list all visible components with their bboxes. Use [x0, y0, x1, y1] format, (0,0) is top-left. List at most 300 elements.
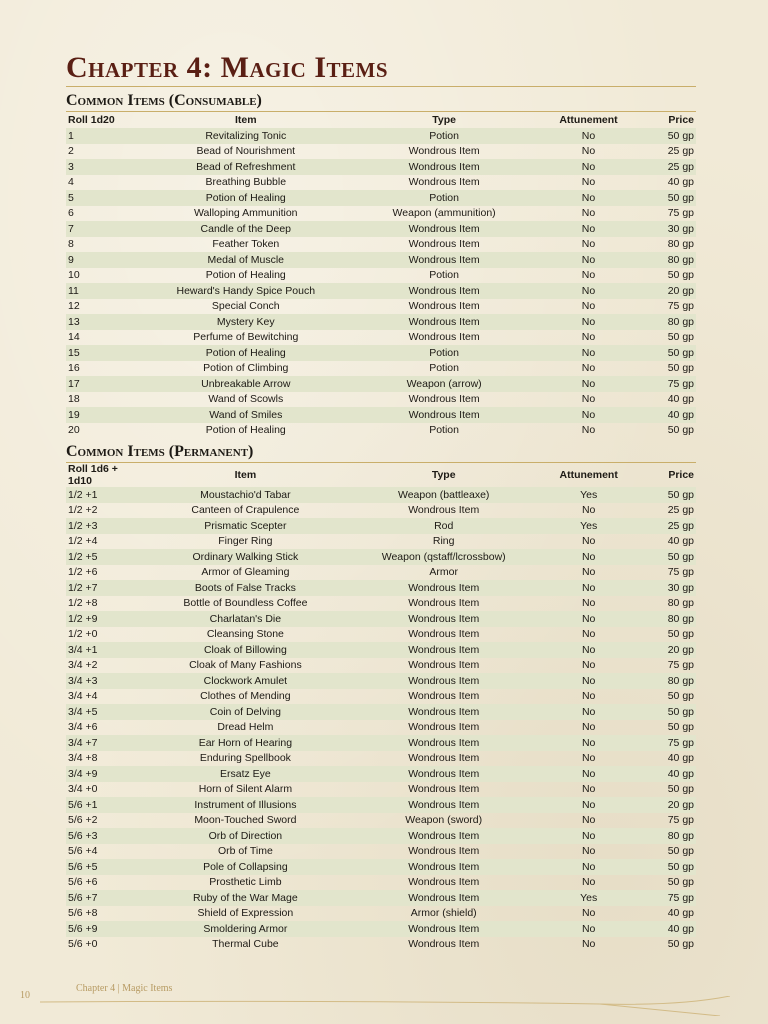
roll-cell: 12 [68, 300, 80, 313]
price-cell: 75 gp [667, 566, 694, 579]
col-item: Item [234, 114, 257, 126]
roll-cell: 1/2 +8 [68, 597, 98, 610]
type-cell: Wondrous Item [408, 300, 480, 313]
price-cell: 80 gp [634, 828, 696, 844]
attunement-cell: No [581, 424, 596, 437]
roll-cell: 16 [68, 362, 80, 375]
price-cell: 50 gp [667, 331, 694, 344]
roll-cell: 3/4 +1 [66, 642, 146, 658]
table-row [66, 423, 696, 439]
type-cell: Potion [346, 190, 543, 206]
type-cell: Weapon (ammunition) [392, 207, 496, 220]
roll-cell: 1 [66, 128, 146, 144]
attunement-cell: No [581, 628, 596, 641]
table-row [66, 252, 696, 268]
price-cell: 75 gp [667, 659, 694, 672]
attunement-cell: No [543, 859, 635, 875]
table-row [66, 580, 696, 596]
item-cell: Feather Token [212, 238, 280, 251]
table-row [66, 673, 696, 689]
type-cell: Potion [429, 362, 459, 375]
type-cell: Wondrous Item [408, 393, 480, 406]
price-cell: 75 gp [634, 735, 696, 751]
price-cell: 80 gp [634, 673, 696, 689]
attunement-cell: No [543, 283, 635, 299]
table-row [66, 237, 696, 253]
attunement-cell: No [581, 690, 596, 703]
table-row [66, 937, 696, 953]
item-cell: Medal of Muscle [146, 252, 346, 268]
item-cell: Bead of Refreshment [146, 159, 346, 175]
type-cell: Wondrous Item [345, 797, 543, 813]
table-row [66, 782, 696, 798]
table-row [66, 376, 696, 392]
table-row [66, 314, 696, 330]
roll-cell: 1/2 +0 [68, 628, 98, 641]
table-row [66, 890, 696, 906]
roll-cell: 7 [66, 221, 146, 237]
type-cell: Potion [346, 345, 543, 361]
price-cell: 80 gp [634, 252, 696, 268]
type-cell: Wondrous Item [408, 721, 480, 734]
type-cell: Wondrous Item [345, 890, 543, 906]
roll-cell: 9 [66, 252, 146, 268]
item-cell: Moon-Touched Sword [194, 814, 297, 827]
price-cell: 50 gp [634, 549, 696, 565]
price-cell: 50 gp [667, 845, 694, 858]
attunement-cell: No [543, 221, 635, 237]
type-cell: Wondrous Item [346, 221, 543, 237]
attunement-cell: No [581, 176, 596, 189]
attunement-cell: Yes [543, 487, 635, 503]
price-cell: 20 gp [634, 283, 696, 299]
roll-cell: 3/4 +3 [66, 673, 146, 689]
table-row [66, 534, 696, 550]
type-cell: Wondrous Item [408, 331, 480, 344]
table-row [66, 828, 696, 844]
roll-cell: 4 [68, 176, 74, 189]
price-cell: 50 gp [667, 424, 694, 437]
table-row [66, 797, 696, 813]
footer-flourish [40, 996, 730, 1016]
table-row [66, 221, 696, 237]
roll-cell: 5/6 +3 [66, 828, 146, 844]
permanent-heading: Common Items (Permanent) [66, 442, 696, 463]
attunement-cell: No [581, 207, 596, 220]
attunement-cell: No [543, 828, 635, 844]
price-cell: 80 gp [667, 597, 694, 610]
roll-cell: 14 [68, 331, 80, 344]
type-cell: Potion [429, 269, 459, 282]
roll-cell: 1/2 +4 [68, 535, 98, 548]
attunement-cell: No [543, 407, 635, 423]
roll-cell: 8 [68, 238, 74, 251]
attunement-cell: No [543, 642, 635, 658]
table-row [66, 906, 696, 922]
attunement-cell: No [581, 300, 596, 313]
attunement-cell: No [581, 597, 596, 610]
attunement-cell: No [543, 704, 635, 720]
table-row [66, 921, 696, 937]
roll-cell: 1/2 +7 [66, 580, 146, 596]
price-cell: 80 gp [634, 314, 696, 330]
attunement-cell: No [581, 659, 596, 672]
attunement-cell: No [543, 673, 635, 689]
attunement-cell: No [581, 845, 596, 858]
table-header-row [66, 112, 696, 128]
roll-cell: 5/6 +4 [68, 845, 98, 858]
price-cell: 40 gp [667, 535, 694, 548]
type-cell: Wondrous Item [345, 580, 543, 596]
item-cell: Smoldering Armor [146, 921, 344, 937]
roll-cell: 5/6 +9 [66, 921, 146, 937]
table-row [66, 813, 696, 829]
footer-text: Chapter 4 | Magic Items [76, 983, 173, 994]
type-cell: Wondrous Item [346, 283, 543, 299]
price-cell: 75 gp [667, 300, 694, 313]
table-row [66, 487, 696, 503]
table-row [66, 345, 696, 361]
table-row [66, 844, 696, 860]
type-cell: Wondrous Item [345, 828, 543, 844]
item-cell: Shield of Expression [197, 907, 294, 920]
consumable-rows [66, 128, 696, 438]
item-cell: Pole of Collapsing [146, 859, 344, 875]
item-cell: Ersatz Eye [146, 766, 344, 782]
type-cell: Wondrous Item [345, 735, 543, 751]
price-cell: 20 gp [634, 642, 696, 658]
item-cell: Prosthetic Limb [209, 876, 282, 889]
col-type: Type [431, 469, 456, 481]
roll-cell: 1/2 +5 [66, 549, 146, 565]
type-cell: Wondrous Item [408, 628, 480, 641]
item-cell: Perfume of Bewitching [193, 331, 299, 344]
table-row [66, 144, 696, 160]
item-cell: Moustachio'd Tabar [146, 487, 344, 503]
item-cell: Potion of Healing [146, 345, 346, 361]
type-cell: Wondrous Item [408, 752, 480, 765]
type-cell: Wondrous Item [408, 145, 480, 158]
attunement-cell: No [543, 921, 635, 937]
price-cell: 25 gp [634, 159, 696, 175]
col-attunement: Attunement [559, 469, 618, 481]
type-cell: Wondrous Item [345, 704, 543, 720]
attunement-cell: No [543, 345, 635, 361]
price-cell: 50 gp [634, 859, 696, 875]
price-cell: 50 gp [667, 721, 694, 734]
price-cell: 20 gp [634, 797, 696, 813]
consumable-table [66, 112, 696, 438]
roll-cell: 3/4 +8 [68, 752, 98, 765]
attunement-cell: No [581, 269, 596, 282]
item-cell: Breathing Bubble [205, 176, 287, 189]
item-cell: Enduring Spellbook [199, 752, 291, 765]
price-cell: 50 gp [667, 628, 694, 641]
item-cell: Finger Ring [218, 535, 273, 548]
roll-cell: 5/6 +8 [68, 907, 98, 920]
attunement-cell: No [543, 159, 635, 175]
price-cell: 50 gp [667, 938, 694, 951]
type-cell: Rod [345, 518, 543, 534]
table-row [66, 751, 696, 767]
attunement-cell: Yes [543, 518, 635, 534]
table-row [66, 689, 696, 705]
attunement-cell: No [543, 735, 635, 751]
roll-cell: 11 [66, 283, 146, 299]
item-cell: Cloak of Many Fashions [189, 659, 302, 672]
type-cell: Weapon (battleaxe) [345, 487, 543, 503]
roll-cell: 5 [66, 190, 146, 206]
item-cell: Prismatic Scepter [146, 518, 344, 534]
roll-cell: 15 [66, 345, 146, 361]
item-cell: Canteen of Crapulence [191, 504, 300, 517]
item-cell: Thermal Cube [212, 938, 279, 951]
type-cell: Wondrous Item [346, 407, 543, 423]
price-cell: 40 gp [667, 393, 694, 406]
price-cell: 40 gp [667, 907, 694, 920]
table-row [66, 704, 696, 720]
table-row [66, 299, 696, 315]
roll-cell: 3/4 +5 [66, 704, 146, 720]
attunement-cell: No [581, 504, 596, 517]
type-cell: Weapon (qstaff/lcrossbow) [345, 549, 543, 565]
item-cell: Potion of Healing [146, 190, 346, 206]
roll-cell: 6 [68, 207, 74, 220]
attunement-cell: No [543, 190, 635, 206]
price-cell: 25 gp [667, 504, 694, 517]
roll-cell: 18 [68, 393, 80, 406]
table-row [66, 518, 696, 534]
attunement-cell: No [581, 814, 596, 827]
table-row [66, 565, 696, 581]
type-cell: Wondrous Item [345, 611, 543, 627]
roll-cell: 17 [66, 376, 146, 392]
table-row [66, 658, 696, 674]
type-cell: Wondrous Item [345, 921, 543, 937]
table-row [66, 392, 696, 408]
type-cell: Weapon (arrow) [346, 376, 543, 392]
type-cell: Potion [346, 128, 543, 144]
item-cell: Bead of Nourishment [196, 145, 296, 158]
table-row [66, 268, 696, 284]
table-row [66, 159, 696, 175]
price-cell: 50 gp [667, 362, 694, 375]
price-cell: 75 gp [667, 207, 694, 220]
type-cell: Wondrous Item [346, 314, 543, 330]
attunement-cell: No [543, 766, 635, 782]
price-cell: 50 gp [667, 783, 694, 796]
item-cell: Horn of Silent Alarm [198, 783, 293, 796]
type-cell: Wondrous Item [345, 766, 543, 782]
item-cell: Wand of Smiles [146, 407, 346, 423]
price-cell: 40 gp [634, 921, 696, 937]
price-cell: 80 gp [667, 238, 694, 251]
col-type: Type [432, 114, 456, 126]
type-cell: Wondrous Item [346, 159, 543, 175]
roll-cell: 2 [68, 145, 74, 158]
item-cell: Orb of Time [217, 845, 273, 858]
roll-cell: 1/2 +3 [66, 518, 146, 534]
attunement-cell: No [581, 331, 596, 344]
attunement-cell: No [543, 376, 635, 392]
price-cell: 80 gp [634, 611, 696, 627]
roll-cell: 3 [66, 159, 146, 175]
attunement-cell: No [543, 797, 635, 813]
roll-cell: 10 [68, 269, 80, 282]
item-cell: Wand of Scowls [208, 393, 284, 406]
table-row [66, 549, 696, 565]
attunement-cell: No [543, 314, 635, 330]
price-cell: 50 gp [634, 128, 696, 144]
type-cell: Armor [429, 566, 458, 579]
permanent-table [66, 463, 696, 952]
item-cell: Cleansing Stone [206, 628, 284, 641]
table-row [66, 190, 696, 206]
attunement-cell: No [581, 783, 596, 796]
type-cell: Wondrous Item [345, 642, 543, 658]
type-cell: Armor (shield) [410, 907, 477, 920]
item-cell: Cloak of Billowing [146, 642, 344, 658]
type-cell: Wondrous Item [345, 859, 543, 875]
table-row [66, 596, 696, 612]
attunement-cell: No [581, 566, 596, 579]
type-cell: Wondrous Item [346, 252, 543, 268]
item-cell: Charlatan's Die [146, 611, 344, 627]
col-item: Item [234, 469, 257, 481]
table-row [66, 766, 696, 782]
item-cell: Potion of Healing [205, 269, 286, 282]
price-cell: 40 gp [634, 407, 696, 423]
price-cell: 50 gp [634, 345, 696, 361]
col-roll: Roll 1d20 [68, 114, 115, 126]
type-cell: Wondrous Item [408, 238, 480, 251]
price-cell: 50 gp [667, 690, 694, 703]
table-row [66, 720, 696, 736]
roll-cell: 5/6 +5 [66, 859, 146, 875]
item-cell: Armor of Gleaming [201, 566, 290, 579]
price-cell: 50 gp [634, 487, 696, 503]
item-cell: Orb of Direction [146, 828, 344, 844]
type-cell: Ring [432, 535, 455, 548]
price-cell: 25 gp [667, 145, 694, 158]
type-cell: Wondrous Item [408, 597, 480, 610]
price-cell: 75 gp [634, 376, 696, 392]
roll-cell: 1/2 +6 [68, 566, 98, 579]
roll-cell: 5/6 +7 [66, 890, 146, 906]
item-cell: Ordinary Walking Stick [146, 549, 344, 565]
roll-cell: 3/4 +0 [68, 783, 98, 796]
attunement-cell: No [543, 252, 635, 268]
item-cell: Candle of the Deep [146, 221, 346, 237]
price-cell: 75 gp [634, 890, 696, 906]
table-row [66, 503, 696, 519]
item-cell: Ear Horn of Hearing [146, 735, 344, 751]
price-cell: 40 gp [667, 176, 694, 189]
roll-cell: 3/4 +9 [66, 766, 146, 782]
type-cell: Wondrous Item [408, 690, 480, 703]
col-attunement: Attunement [559, 114, 618, 126]
roll-cell: 19 [66, 407, 146, 423]
roll-cell: 1/2 +9 [66, 611, 146, 627]
attunement-cell: No [581, 938, 596, 951]
table-row [66, 875, 696, 891]
attunement-cell: No [581, 393, 596, 406]
table-row [66, 206, 696, 222]
price-cell: 75 gp [667, 814, 694, 827]
item-cell: Boots of False Tracks [146, 580, 344, 596]
type-cell: Wondrous Item [408, 876, 480, 889]
attunement-cell: No [581, 362, 596, 375]
page-number: 10 [20, 990, 30, 1001]
attunement-cell: No [581, 752, 596, 765]
item-cell: Unbreakable Arrow [146, 376, 346, 392]
consumable-heading: Common Items (Consumable) [66, 91, 696, 112]
col-price: Price [668, 114, 694, 126]
type-cell: Wondrous Item [345, 673, 543, 689]
roll-cell: 5/6 +6 [68, 876, 98, 889]
item-cell: Potion of Healing [205, 424, 286, 437]
item-cell: Dread Helm [217, 721, 274, 734]
table-row [66, 611, 696, 627]
item-cell: Instrument of Illusions [146, 797, 344, 813]
attunement-cell: No [543, 128, 635, 144]
attunement-cell: No [581, 238, 596, 251]
attunement-cell: No [543, 549, 635, 565]
table-row [66, 859, 696, 875]
type-cell: Wondrous Item [408, 659, 480, 672]
roll-cell: 3/4 +6 [68, 721, 98, 734]
roll-cell: 3/4 +2 [68, 659, 98, 672]
item-cell: Mystery Key [146, 314, 346, 330]
item-cell: Clockwork Amulet [146, 673, 344, 689]
price-cell: 50 gp [667, 269, 694, 282]
table-row [66, 330, 696, 346]
item-cell: Potion of Climbing [203, 362, 289, 375]
table-header-row [66, 463, 696, 487]
price-cell: 50 gp [634, 704, 696, 720]
attunement-cell: No [581, 721, 596, 734]
table-row [66, 128, 696, 144]
item-cell: Heward's Handy Spice Pouch [146, 283, 346, 299]
table-row [66, 735, 696, 751]
price-cell: 40 gp [667, 752, 694, 765]
price-cell: 50 gp [634, 190, 696, 206]
price-cell: 30 gp [634, 580, 696, 596]
table-row [66, 283, 696, 299]
roll-cell: 1/2 +1 [66, 487, 146, 503]
item-cell: Revitalizing Tonic [146, 128, 346, 144]
attunement-cell: No [581, 535, 596, 548]
attunement-cell: No [543, 611, 635, 627]
roll-cell: 3/4 +4 [68, 690, 98, 703]
attunement-cell: No [543, 580, 635, 596]
item-cell: Bottle of Boundless Coffee [183, 597, 308, 610]
type-cell: Potion [429, 424, 459, 437]
roll-cell: 5/6 +1 [66, 797, 146, 813]
roll-cell: 5/6 +2 [68, 814, 98, 827]
col-price: Price [668, 469, 694, 481]
type-cell: Wondrous Item [408, 938, 480, 951]
item-cell: Clothes of Mending [200, 690, 291, 703]
roll-cell: 13 [66, 314, 146, 330]
roll-cell: 5/6 +0 [68, 938, 98, 951]
table-row [66, 642, 696, 658]
table-row [66, 175, 696, 191]
price-cell: 50 gp [667, 876, 694, 889]
item-cell: Walloping Ammunition [194, 207, 298, 220]
type-cell: Wondrous Item [408, 845, 480, 858]
roll-cell: 3/4 +7 [66, 735, 146, 751]
